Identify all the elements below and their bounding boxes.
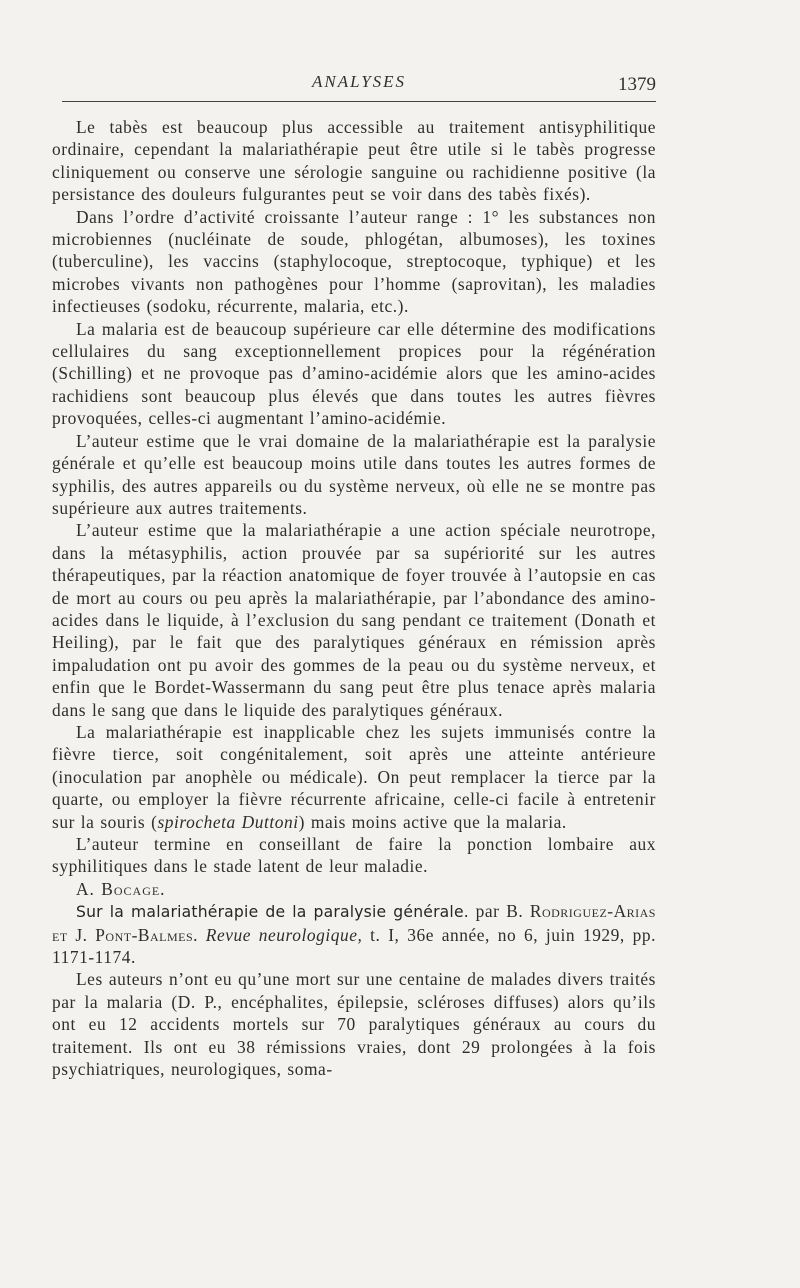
running-title: ANALYSES xyxy=(311,72,407,91)
bibliographic-entry xyxy=(52,900,656,968)
paragraph-6 xyxy=(52,721,656,833)
paragraph-3: La malaria est de beaucoup supérieure car elle détermine des modifications cellulaires du sang exceptionnellement propices pour la régénération (Schilling) et ne provoque pas d’amino-acidémie alors que les amino-acides rachidiens sont beaucoup plus élevés que dans toutes les autres fièvres provoquées, celles-ci augmentant l’amino-acidémie. xyxy=(52,318,656,429)
paragraph-5: L’auteur estime que la malariathérapie a une action spéciale neurotrope, dans la métasyphilis, action prouvée par sa supériorité sur les autres thérapeutiques, par la réaction anatomique de foyer trouvée à l’autopsie en cas de mort au cours ou peu après la malariathérapie, par l’abondance des amino-acides dans le liquide, à l’exclusion du sang pendant ce traitement (Donath et Heiling), par le fait que des paralytiques généraux en rémission après impaludation ont pu avoir des gommes de la peau ou du système nerveux, et enfin que le Bordet-Wassermann du sang peut être plus tenace après malaria dans le sang que dans le liquide des paralytiques généraux. xyxy=(52,520,656,720)
article-body xyxy=(52,116,656,1080)
page-number: 1379 xyxy=(618,74,656,95)
entry-journal: Revue neurologique, xyxy=(205,924,363,945)
paragraph-4: L’auteur estime que le vrai domaine de la malariathérapie est la paralysie générale et qu’elle est beaucoup moins utile dans toutes les autres formes de syphilis, des autres appareils ou du système nerveux, où elle ne se montre pas supérieure aux autres traitements. xyxy=(52,430,656,518)
entry-paragraph: Les auteurs n’ont eu qu’une mort sur une centaine de malades divers traités par la malaria (D. P., encéphalites, épilepsie, scléroses diffuses) alors qu’ils ont eu 12 accidents mortels sur 70 paralytiques généraux au cours du traitement. Ils ont eu 38 rémissions vraies, dont 29 prolongées à la fois psychiatriques, neurologiques, soma- xyxy=(52,969,656,1080)
species-name: spirocheta Duttoni xyxy=(157,811,299,832)
signature: A. Bocage. xyxy=(76,878,166,899)
paragraph-1: Le tabès est beaucoup plus accessible au traitement antisyphilitique ordinaire, cependant la malariathérapie peut être utile si le tabès progresse cliniquement ou conserve une sérologie sanguine ou rachidienne positive (la persistance des douleurs fulgurantes peut se voir dans des tabès fixés). xyxy=(52,117,656,205)
entry-authors: B. Rodriguez-Arias et J. Pont-Balmes. xyxy=(52,901,656,945)
paragraph-2: Dans l’ordre d’activité croissante l’auteur range : 1° les substances non microbiennes (nucléinate de soude, phlogétan, albumoses), les toxines (tuberculine), les vaccins (staphylocoque, streptocoque, typhique) et les microbes vivants non pathogènes pour l’homme (saprovitan), les maladies infectieuses (sodoku, récurrente, malaria, etc.). xyxy=(52,206,656,317)
entry-citation: t. I, 36e année, no 6, juin 1929, pp. 1171-1174. xyxy=(52,924,656,968)
entry-by: par xyxy=(475,901,500,922)
paragraph-6-tail: ) mais moins active que la malaria. xyxy=(298,811,567,832)
header-rule xyxy=(62,101,656,102)
entry-title: Sur la malariathérapie de la paralysie générale. xyxy=(76,903,469,922)
paragraph-7: L’auteur termine en conseillant de faire la ponction lombaire aux syphilitiques dans le stade latent de leur maladie. xyxy=(52,834,656,877)
page-header xyxy=(62,72,656,102)
paragraph-6-text: La malariathérapie est inapplicable chez les sujets immunisés contre la fièvre tierce, soit congénitalement, soit après une atteinte antérieure (inoculation par anophèle ou médicale). On peut remplacer la tierce par la quarte, ou employer la fièvre récurrente africaine, celle-ci facile à entretenir sur la souris ( xyxy=(52,721,656,832)
